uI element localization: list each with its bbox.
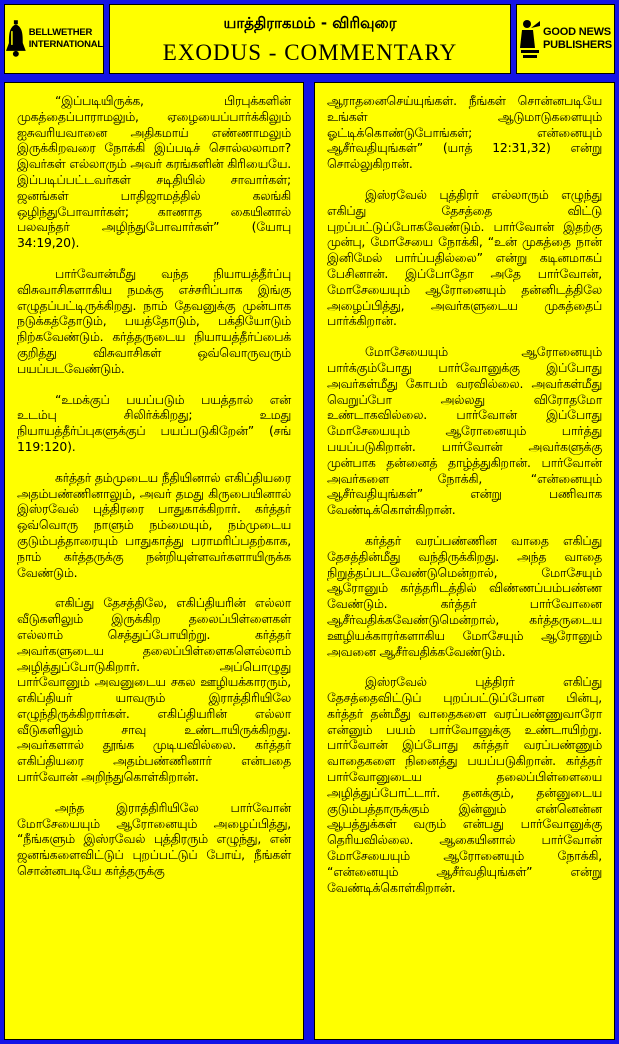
good-news-publishers-logo — [516, 4, 615, 74]
gnp-logo-line2: PUBLISHERS — [543, 39, 612, 51]
trumpet-angel-icon — [519, 18, 541, 60]
paragraph: “இப்படியிருக்க, பிரபுக்களின் முகத்தைப்பாராமலும், ஏழையைப்பார்க்கிலும் ஐசுவரியவானை அதிகமாய் எண்ணாமலும் இருக்கிறவரை நோக்கி இப்படிச் சொல்லலாமா? இவர்கள் எல்லாரும் அவர் கரங்களின் கிரியையே. இப்படிப்பட்டவர்கள் சடிதியில் சாவார்கள்; ஜனங்கள் பாதிஜாமத்தில் கலங்கி ஒழிந்துபோவார்கள்; காணாத கையினால் பலவந்தர் அழிந்துபோவார்கள்” (யோபு 34:19,20). — [17, 93, 291, 251]
paragraph: கர்த்தர் வரப்பண்ணின வாதை எகிப்து தேசத்தின்மீது வந்திருக்கிறது. அந்த வாதை நிறுத்தப்படவேண்டுமென்றால், மோசேயும் ஆரோனும் கர்த்தரிடத்தில் விண்ணப்பம்பண்ண வேண்டும். கர்த்தர் பார்வோனை ஆசீர்வதிக்கவேண்டுமென்றால், கர்த்தருடைய ஊழியக்காரர்களாகிய மோசேயும் ஆரோனும் அவனை ஆசீர்வதிக்கவேண்டும். — [327, 532, 602, 659]
paragraph: இஸ்ரவேல் புத்திரர் எல்லாரும் எழுந்து எகிப்து தேசத்தை விட்டு புறப்பட்டுப்போகவேண்டும். பார்வோன் இதற்கு முன்பு, மோசேயை நோக்கி, “உன் முகத்தை நான் இனிமேல் பார்ப்பதில்லை” என்று கடினமாகப் பேசினான். இப்போதோ அதே பார்வோன், மோசேயையும் ஆரோனையும் தன்னிடத்திலே அழைப்பித்து, அவர்களுடைய முகத்தைப் பார்க்கிறான். — [327, 186, 602, 329]
gnp-logo-line1: GOOD NEWS — [543, 26, 611, 38]
title-english: EXODUS - COMMENTARY — [162, 40, 458, 65]
left-column — [4, 82, 304, 1040]
title-tamil: யாத்திராகமம் - விரிவுரை — [223, 14, 397, 32]
bell-icon — [5, 19, 27, 59]
paragraph: எகிப்து தேசத்திலே, எகிப்தியரின் எல்லா வீடுகளிலும் இருக்கிற தலைப்பிள்ளைகள் எல்லாம் செத்துப்போயிற்று. கர்த்தர் அவர்களுடைய தலைப்பிள்ளைகளெல்லாம் அழித்துப்போடுகிறார். அப்பொழுது பார்வோனும் அவனுடைய சகல ஊழியக்காரரும், எகிப்தியர் யாவரும் இராத்திரியிலே எழுந்திருக்கிறார்கள். எகிப்தியரின் எல்லா வீடுகளிலும் சாவு உண்டாயிருக்கிறது. அவர்களால் தூங்க முடியவில்லை. கர்த்தர் எகிப்தியரை அதம்பண்ணினார் என்பதை பார்வோன் அறிந்துகொள்கிறான். — [17, 595, 291, 785]
right-column — [314, 82, 615, 1040]
bellwether-logo-line2: INTERNATIONAL — [28, 39, 103, 50]
paragraph: அந்த இராத்திரியிலே பார்வோன் மோசேயையும் ஆரோனையும் அழைப்பித்து, “நீங்களும் இஸ்ரவேல் புத்திரரும் எழுந்து, என் ஜனங்களைவிட்டுப் புறப்பட்டுப் போய், நீங்கள் சொன்னபடியே கர்த்தருக்கு — [17, 799, 291, 879]
paragraph: ஆராதனைசெய்யுங்கள். நீங்கள் சொன்னபடியே உங்கள் ஆடுமாடுகளையும் ஓட்டிக்கொண்டுபோங்கள்; என்னையும் ஆசீர்வதியுங்கள்” (யாத் 12:31,32) என்று சொல்லுகிறான். — [327, 93, 602, 172]
paragraph: பார்வோன்மீது வந்த நியாயத்தீர்ப்பு விசுவாசிகளாகிய நமக்கு எச்சரிப்பாக இங்கு எழுதப்பட்டிருக்கிறது. நாம் தேவனுக்கு முன்பாக நடுக்கத்தோடும், பயத்தோடும், பக்தியோடும் நிற்கவேண்டும். கர்த்தருடைய நியாயத்தீர்ப்பைக் குறித்து விசுவாசிகள் ஒவ்வொருவரும் பயப்படவேண்டும். — [17, 265, 291, 376]
page-header — [109, 4, 511, 74]
paragraph: மோசேயையும் ஆரோனையும் பார்க்கும்போது பார்வோனுக்கு இப்போது அவர்கள்மீது கோபம் வரவில்லை. அவர்கள்மீது வெறுப்போ அல்லது விரோதமோ உண்டாகவில்லை. பார்வோன் இப்போது மோசேயையும் ஆரோனையும் பார்த்து பயப்படுகிறான். பார்வோன் அவர்களுக்கு முன்பாக தன்னைத் தாழ்த்துகிறான். பார்வோன் அவர்களை நோக்கி, “என்னையும் ஆசீர்வதியுங்கள்” என்று பணிவாக வேண்டிக்கொள்கிறான். — [327, 344, 602, 518]
paragraph: “உமக்குப் பயப்படும் பயத்தால் என் உடம்பு சிலிர்க்கிறது; உமது நியாயத்தீர்ப்புகளுக்குப் பயப்படுகிறேன்” (சங் 119:120). — [17, 391, 291, 454]
paragraph: கர்த்தர் தம்முடைய நீதியினால் எகிப்தியரை அதம்பண்ணினாலும், அவர் தமது கிருபையினால் இஸ்ரவேல் புத்திரரை பாதுகாக்கிறார். கர்த்தர் ஒவ்வொரு நாளும் நம்மையும், நம்முடைய குடும்பத்தாரையும் பாதுகாத்து பராமரிப்பதற்காக, நாம் கர்த்தருக்கு நன்றியுள்ளவர்களாயிருக்க வேண்டும். — [17, 469, 291, 580]
paragraph: இஸ்ரவேல் புத்திரர் எகிப்து தேசத்தைவிட்டுப் புறப்பட்டுப்போன பின்பு, கர்த்தர் தன்மீது வாதைகளை வரப்பண்ணுவாரோ என்னும் பயம் பார்வோனுக்கு உண்டாயிற்று. பார்வோன் இப்போது கர்த்தர் வரப்பண்ணும் வாதைகளை நினைத்து பயப்படுகிறான். கர்த்தர் பார்வோனுடைய தலைப்பிள்ளையை அழித்துப்போட்டார். தனக்கும், தன்னுடைய குடும்பத்தாருக்கும் இன்னும் என்னென்ன ஆபத்துக்கள் வரும் என்பது பார்வோனுக்கு தெரியவில்லை. ஆகையினால் பார்வோன் மோசேயையும் ஆரோனையும் நோக்கி, “என்னையும் ஆசீர்வதியுங்கள்” என்று வேண்டிக்கொள்கிறான். — [327, 674, 602, 895]
bellwether-logo-line1: BELLWETHER — [28, 27, 93, 38]
bellwether-logo — [4, 4, 104, 74]
